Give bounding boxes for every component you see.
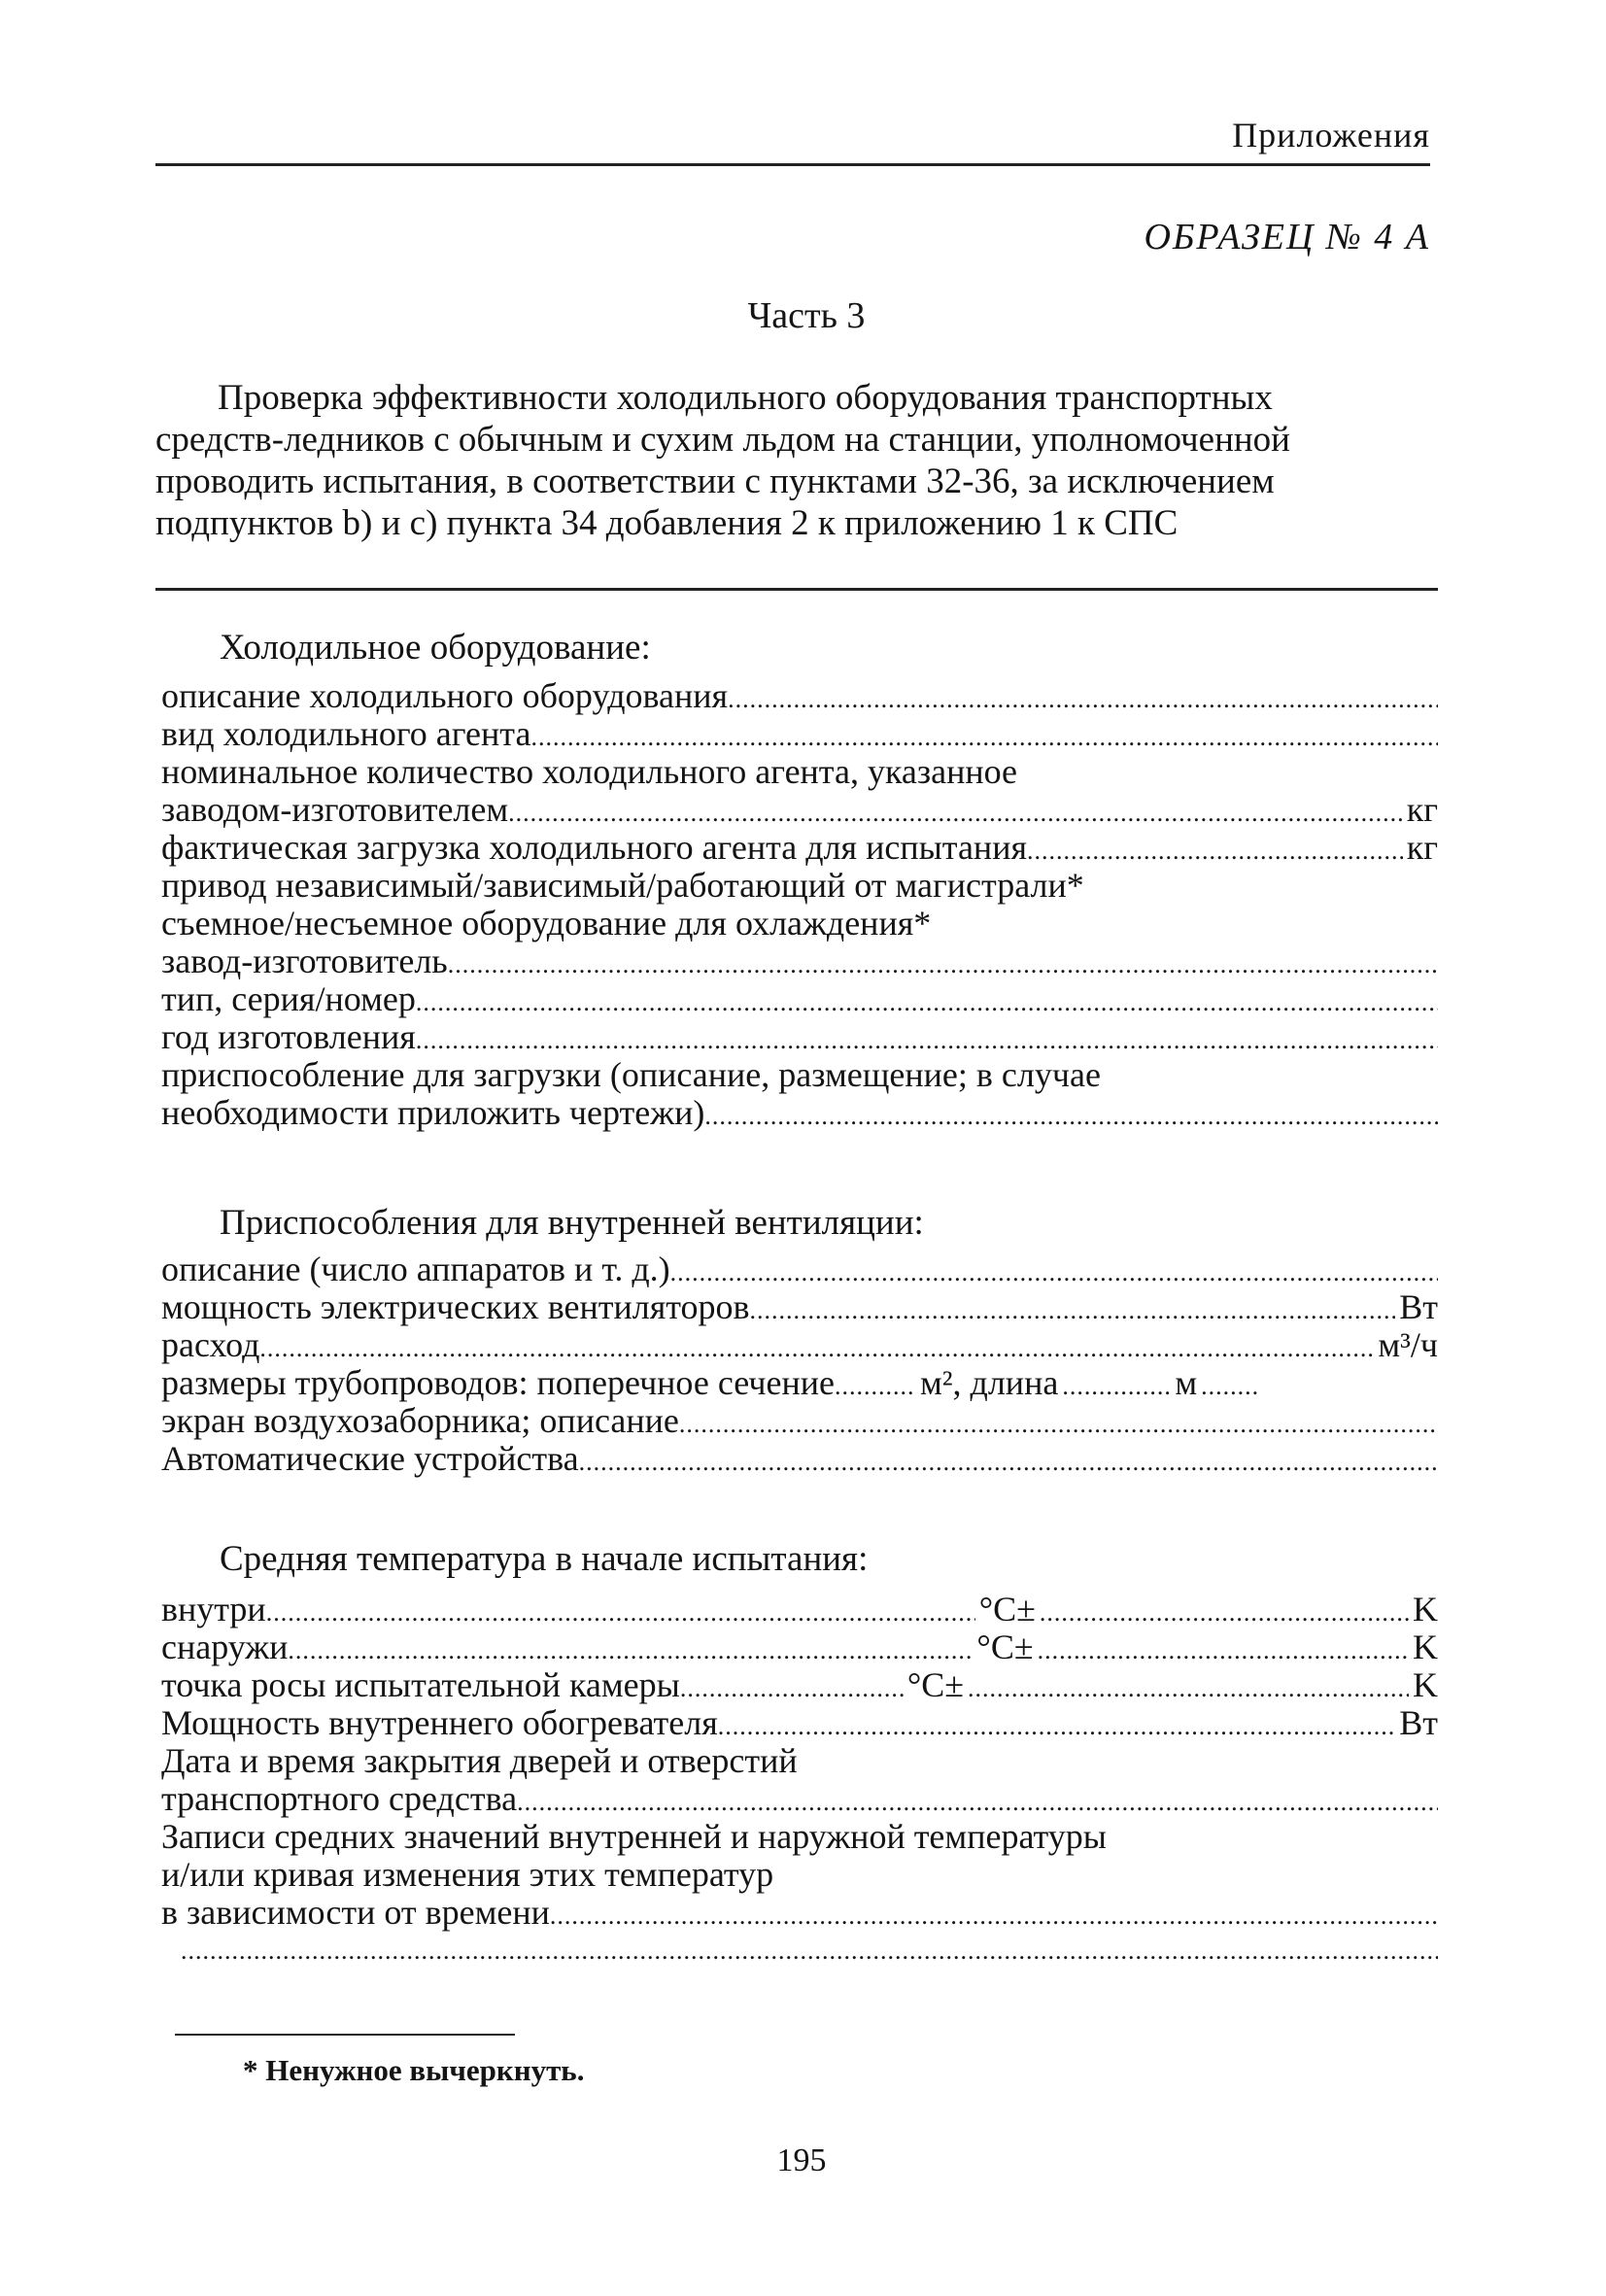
unit-label: K [1413, 1590, 1438, 1628]
header-rule [155, 163, 1430, 166]
unit-label: Вт [1399, 1703, 1438, 1742]
fill-line[interactable] [517, 1783, 1438, 1821]
field-closing-label: Дата и время закрытия дверей и отверстий [161, 1741, 798, 1780]
field-closing: транспортного средства ..... [161, 1780, 1438, 1818]
fill-line[interactable] [416, 983, 1438, 1021]
fill-line[interactable] [579, 1443, 1438, 1481]
ventilation-form [161, 1251, 1438, 1478]
unit-label: м [1175, 1363, 1198, 1402]
intro-paragraph [155, 377, 1438, 544]
field-drive: привод независимый/зависимый/работающий от магистрали* [161, 866, 1084, 905]
running-head: Приложения [1232, 116, 1430, 154]
fill-line[interactable] [670, 1253, 1438, 1291]
unit-label: Вт [1399, 1287, 1438, 1326]
field-records-extra [161, 1932, 1438, 1970]
field-ducts: размеры трубопроводов: поперечное сечение ..... м², длина ..... м ..... [161, 1364, 1438, 1402]
unit-label: °C± [976, 1628, 1034, 1666]
unit-label: кг [1406, 790, 1438, 829]
field-description: описание холодильного оборудования ..... [161, 677, 1438, 715]
intro-line: Проверка эффективности холодильного оборудования транспортных [218, 378, 1273, 418]
field-inside-temp: внутри ..... °C± ..... K [161, 1591, 1438, 1628]
fill-line[interactable] [680, 1669, 904, 1707]
fill-line[interactable] [968, 1669, 1409, 1707]
fill-line[interactable] [1027, 832, 1403, 870]
field-records-label: Записи средних значений внутренней и наружной температуры [161, 1817, 1107, 1856]
fill-line[interactable] [1201, 1367, 1259, 1405]
footnote-rule [175, 2034, 515, 2036]
field-fan-power: мощность электрических вентиляторов ..... Вт [161, 1288, 1438, 1326]
unit-label: °C± [978, 1590, 1036, 1628]
fill-line[interactable] [530, 718, 1438, 756]
fill-line[interactable] [550, 1897, 1438, 1935]
unit-label: м², длина [919, 1363, 1059, 1402]
field-flow: расход ..... м³/ч [161, 1326, 1438, 1364]
fill-line[interactable] [679, 1405, 1438, 1443]
fill-line[interactable] [416, 1021, 1438, 1059]
field-refrigerant-type: вид холодильного агента ..... [161, 715, 1438, 753]
fill-line[interactable] [448, 945, 1438, 983]
sample-title: ОБРАЗЕЦ № 4 А [1144, 217, 1430, 257]
unit-label: °C± [906, 1665, 965, 1704]
fill-line[interactable] [1040, 1593, 1409, 1631]
fill-line[interactable] [181, 1932, 1438, 1970]
refrigeration-form [161, 677, 1438, 1132]
field-heater-power: Мощность внутреннего обогревателя ..... Вт [161, 1704, 1438, 1742]
field-year: год изготовления ..... [161, 1018, 1438, 1056]
intro-line: подпунктов b) и c) пункта 34 добавления 2 к приложению 1 к СПС [155, 503, 1179, 543]
intro-line: проводить испытания, в соответствии с пунктами 32-36, за исключением [155, 462, 1275, 501]
fill-line[interactable] [1038, 1631, 1409, 1669]
page-number: 195 [776, 2142, 827, 2178]
field-records-label: и/или кривая изменения этих температур [161, 1855, 774, 1894]
fill-line[interactable] [508, 794, 1403, 832]
field-type-serial: тип, серия/номер ..... [161, 980, 1438, 1018]
field-dew-point: точка росы испытательной камеры ..... °C± ..... K [161, 1666, 1438, 1704]
unit-label: K [1413, 1628, 1438, 1666]
fill-line[interactable] [259, 1329, 1374, 1367]
field-vent-description: описание (число аппаратов и т. д.) ..... [161, 1251, 1438, 1288]
field-manufacturer: завод-изготовитель ..... [161, 942, 1438, 980]
unit-label: м³/ч [1378, 1325, 1438, 1364]
refrigeration-heading: Холодильное оборудование: [220, 628, 651, 668]
field-nominal-amount-label: номинальное количество холодильного агента, указанное [161, 752, 1018, 791]
fill-line[interactable] [288, 1631, 973, 1669]
fill-line[interactable] [835, 1367, 916, 1405]
fill-line[interactable] [718, 1707, 1395, 1745]
unit-label: кг [1406, 828, 1438, 867]
ventilation-heading: Приспособления для внутренней вентиляции: [220, 1203, 924, 1243]
part-title: Часть 3 [747, 295, 866, 336]
field-nominal-amount: заводом-изготовителем ..... кг [161, 791, 1438, 829]
footnote: * Ненужное вычеркнуть. [243, 2053, 585, 2087]
unit-label: K [1413, 1665, 1438, 1704]
temperature-heading: Средняя температура в начале испытания: [220, 1539, 869, 1579]
field-automatic: Автоматические устройства ..... [161, 1440, 1438, 1478]
field-screen: экран воздухозаборника; описание ..... [161, 1402, 1438, 1440]
intro-line: средств-ледников с обычным и сухим льдом на станции, уполномоченной [155, 420, 1290, 460]
temperature-form [161, 1591, 1438, 1970]
fill-line[interactable] [750, 1291, 1396, 1329]
section-rule [155, 588, 1438, 591]
field-records: в зависимости от времени ..... [161, 1894, 1438, 1932]
fill-line[interactable] [1062, 1367, 1171, 1405]
fill-line[interactable] [728, 680, 1438, 718]
fill-line[interactable] [704, 1097, 1438, 1135]
field-actual-charge: фактическая загрузка холодильного агента для испытания ..... кг [161, 829, 1438, 867]
fill-line[interactable] [266, 1593, 975, 1631]
field-outside-temp: снаружи ..... °C± ..... K [161, 1628, 1438, 1666]
field-removable: съемное/несъемное оборудование для охлаждения* [161, 904, 932, 942]
field-loading: необходимости приложить чертежи) ..... [161, 1094, 1438, 1132]
field-loading-label: приспособление для загрузки (описание, размещение; в случае [161, 1055, 1101, 1094]
